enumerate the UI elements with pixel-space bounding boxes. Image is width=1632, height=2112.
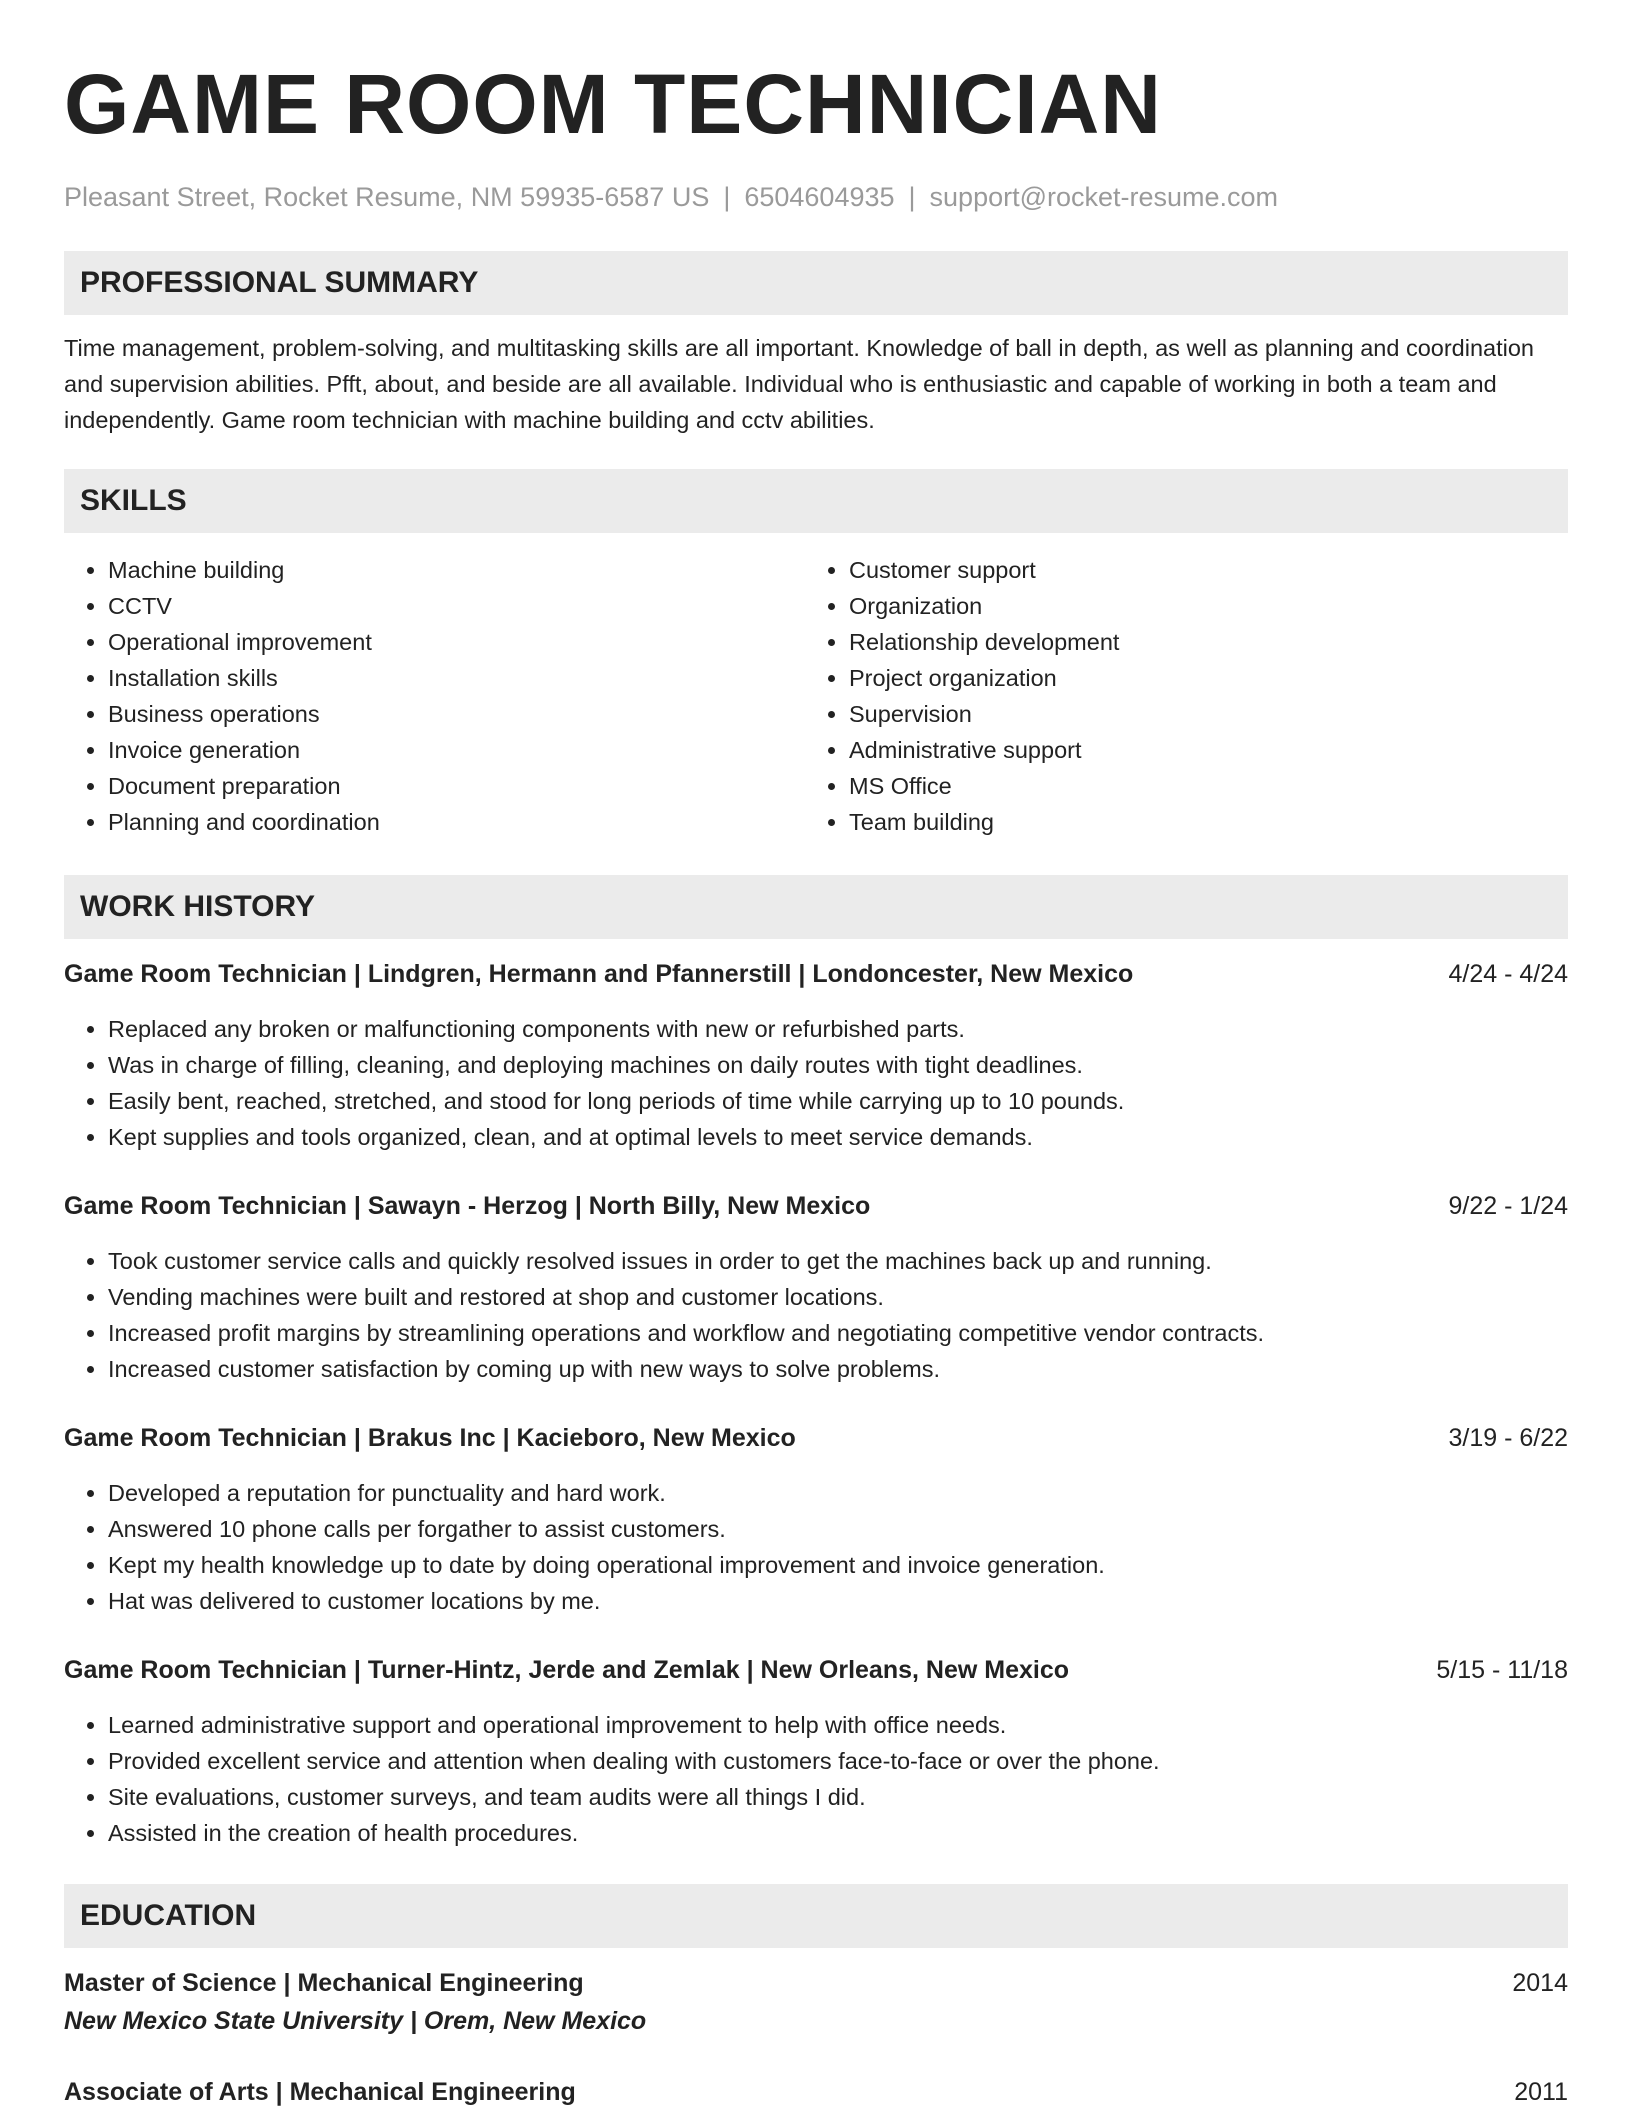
- job-bullets: [64, 1011, 1568, 1155]
- phone: 6504604935: [744, 182, 895, 212]
- job-dates: 3/19 - 6/22: [1448, 1424, 1568, 1452]
- contact-separator: |: [723, 182, 731, 212]
- job-bullet: • Assisted in the creation of health procedures.: [108, 1815, 1568, 1851]
- job-bullet: • Increased customer satisfaction by coming up with new ways to solve problems.: [108, 1351, 1568, 1387]
- job-title-row: [64, 956, 1568, 992]
- address: Pleasant Street, Rocket Resume, NM 59935-6587 US: [64, 182, 710, 212]
- summary-text: Time management, problem-solving, and multitasking skills are all important. Knowledge of ball in depth, as well as planning and coordination and supervision abilities. Pfft, about, and beside are all available. Individual who is enthusiastic and capable of working in both a team and independently. Game room technician with machine building and cctv abilities.: [64, 335, 1534, 433]
- skills-heading: SKILLS: [64, 469, 1568, 533]
- job-dates: 9/22 - 1/24: [1448, 1192, 1568, 1220]
- contact-separator: |: [908, 182, 916, 212]
- education-row: [64, 1965, 1568, 2001]
- job-bullet: • Provided excellent service and attention when dealing with customers face-to-face or over the phone.: [108, 1743, 1568, 1779]
- job-title: Game Room Technician | Brakus Inc | Kacieboro, New Mexico: [64, 1424, 796, 1452]
- skill-item: • MS Office: [849, 768, 1505, 804]
- skill-item: • Supervision: [849, 696, 1505, 732]
- job-dates: 4/24 - 4/24: [1448, 960, 1568, 988]
- skill-item: • Team building: [849, 804, 1505, 840]
- contact-line: [64, 180, 1568, 214]
- email-link[interactable]: support@rocket-resume.com: [929, 182, 1279, 212]
- summary-heading: PROFESSIONAL SUMMARY: [64, 251, 1568, 315]
- skill-item: • Operational improvement: [108, 624, 764, 660]
- job-bullet: • Hat was delivered to customer locations by me.: [108, 1583, 1568, 1619]
- education-heading: EDUCATION: [64, 1884, 1568, 1948]
- job-bullet: • Easily bent, reached, stretched, and stood for long periods of time while carrying up to 10 pounds.: [108, 1083, 1568, 1119]
- skill-item: • CCTV: [108, 588, 764, 624]
- job-bullet: • Took customer service calls and quickly resolved issues in order to get the machines back up and running.: [108, 1243, 1568, 1279]
- skill-item: • Business operations: [108, 696, 764, 732]
- job-bullet: • Was in charge of filling, cleaning, and deploying machines on daily routes with tight deadlines.: [108, 1047, 1568, 1083]
- work-history-heading: WORK HISTORY: [64, 875, 1568, 939]
- skill-item: • Document preparation: [108, 768, 764, 804]
- education-row: [64, 2074, 1568, 2110]
- job-bullet: • Replaced any broken or malfunctioning components with new or refurbished parts.: [108, 1011, 1568, 1047]
- skill-item: • Customer support: [849, 552, 1505, 588]
- skills-column-right: [805, 552, 1505, 840]
- candidate-name: GAME ROOM TECHNICIAN: [64, 57, 1162, 151]
- skill-item: • Planning and coordination: [108, 804, 764, 840]
- job-title-row: [64, 1188, 1568, 1224]
- graduation-year: 2011: [1514, 2078, 1568, 2106]
- degree: Associate of Arts | Mechanical Engineering: [64, 2078, 576, 2106]
- job-bullet: • Site evaluations, customer surveys, and team audits were all things I did.: [108, 1779, 1568, 1815]
- resume-page: [64, 0, 1568, 2106]
- job-title: Game Room Technician | Sawayn - Herzog | North Billy, New Mexico: [64, 1192, 871, 1220]
- job-dates: 5/15 - 11/18: [1436, 1656, 1568, 1684]
- skill-item: • Machine building: [108, 552, 764, 588]
- job-bullet: • Developed a reputation for punctuality and hard work.: [108, 1475, 1568, 1511]
- school-name: New Mexico State University | Orem, New Mexico: [64, 2007, 647, 2035]
- job-title: Game Room Technician | Lindgren, Hermann and Pfannerstill | Londoncester, New Mexico: [64, 960, 1134, 988]
- job-title-row: [64, 1652, 1568, 1688]
- skill-item: • Relationship development: [849, 624, 1505, 660]
- job-bullet: • Answered 10 phone calls per forgather to assist customers.: [108, 1511, 1568, 1547]
- job-bullets: [64, 1475, 1568, 1619]
- skill-item: • Installation skills: [108, 660, 764, 696]
- skill-item: • Project organization: [849, 660, 1505, 696]
- job-bullet: • Increased profit margins by streamlining operations and workflow and negotiating competitive vendor contracts.: [108, 1315, 1568, 1351]
- job-bullet: • Kept my health knowledge up to date by doing operational improvement and invoice generation.: [108, 1547, 1568, 1583]
- skill-item: • Administrative support: [849, 732, 1505, 768]
- job-bullet: • Learned administrative support and operational improvement to help with office needs.: [108, 1707, 1568, 1743]
- job-bullets: [64, 1243, 1568, 1387]
- skills-column-left: [64, 552, 764, 840]
- skill-item: • Organization: [849, 588, 1505, 624]
- job-title-row: [64, 1420, 1568, 1456]
- degree: Master of Science | Mechanical Engineering: [64, 1969, 584, 1997]
- job-bullet: • Vending machines were built and restored at shop and customer locations.: [108, 1279, 1568, 1315]
- job-title: Game Room Technician | Turner-Hintz, Jerde and Zemlak | New Orleans, New Mexico: [64, 1656, 1069, 1684]
- skill-item: • Invoice generation: [108, 732, 764, 768]
- graduation-year: 2014: [1512, 1969, 1568, 1997]
- job-bullet: • Kept supplies and tools organized, clean, and at optimal levels to meet service demands.: [108, 1119, 1568, 1155]
- job-bullets: [64, 1707, 1568, 1851]
